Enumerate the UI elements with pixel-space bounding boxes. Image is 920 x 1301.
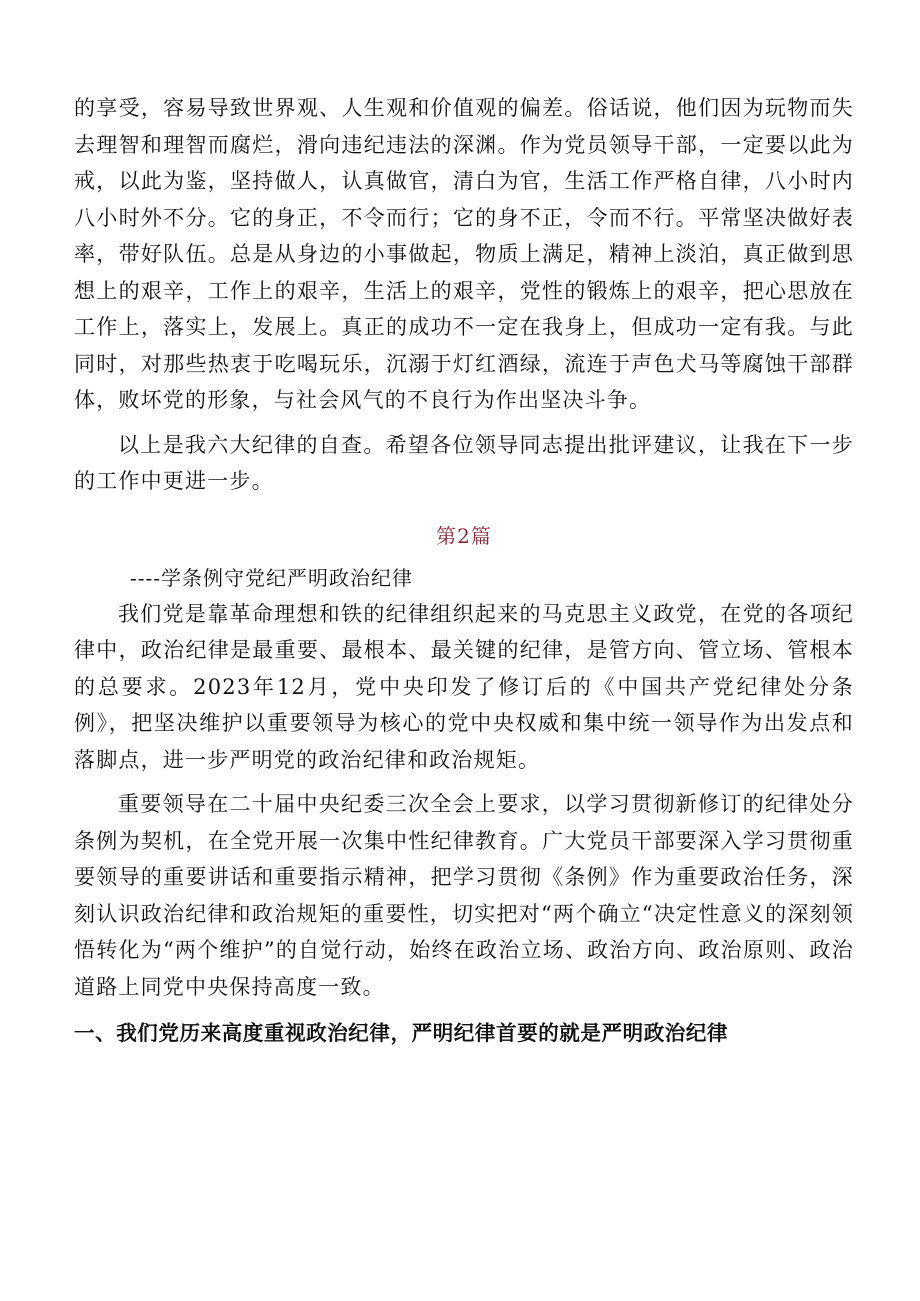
document-body — [74, 90, 854, 1051]
part-heading: 第2篇 — [436, 523, 492, 548]
section-heading: 一、我们党历来高度重视政治纪律，严明纪律首要的就是严明政治纪律 — [74, 1021, 729, 1045]
body-paragraph: 的享受，容易导致世界观、人生观和价值观的偏差。俗话说，他们因为玩物而失去理智和理智而腐烂，滑向违纪违法的深渊。作为党员领导干部，一定要以此为戒，以此为鉴，坚持做人，认真做官，清白为官，生活工作严格自律，八小时内八小时外不分。它的身正，不令而行；它的身不正，令而不行。平常坚决做好表率，带好队伍。总是从身边的小事做起，物质上满足，精神上淡泊，真正做到思想上的艰辛，工作上的艰辛，生活上的艰辛，党性的锻炼上的艰辛，把心思放在工作上，落实上，发展上。真正的成功不一定在我身上，但成功一定有我。与此同时，对那些热衷于吃喝玩乐，沉溺于灯红酒绿，流连于声色犬马等腐蚀干部群体，败坏党的形象，与社会风气的不良行为作出坚决斗争。 — [74, 96, 854, 412]
body-paragraph: 我们党是靠革命理想和铁的纪律组织起来的马克思主义政党，在党的各项纪律中，政治纪律是最重要、最根本、最关键的纪律，是管方向、管立场、管根本的总要求。2023年12月，党中央印发了修订后的《中国共产党纪律处分条例》，把坚决维护以重要领导为核心的党中央权威和集中统一领导作为出发点和落脚点，进一步严明党的政治纪律和政治规矩。 — [74, 601, 854, 772]
article-subtitle: ----学条例守党纪严明政治纪律 — [130, 565, 414, 590]
body-paragraph: 以上是我六大纪律的自查。希望各位领导同志提出批评建议，让我在下一步的工作中更进一步。 — [74, 432, 854, 493]
body-paragraph: 重要领导在二十届中央纪委三次全会上要求，以学习贯彻新修订的纪律处分条例为契机，在全党开展一次集中性纪律教育。广大党员干部要深入学习贯彻重要领导的重要讲话和重要指示精神，把学习贯彻《条例》作为重要政治任务，深刻认识政治纪律和政治规矩的重要性，切实把对“两个确立“决定性意义的深刻领悟转化为“两个维护”的自觉行动，始终在政治立场、政治方向、政治原则、政治道路上同党中央保持高度一致。 — [74, 792, 854, 999]
